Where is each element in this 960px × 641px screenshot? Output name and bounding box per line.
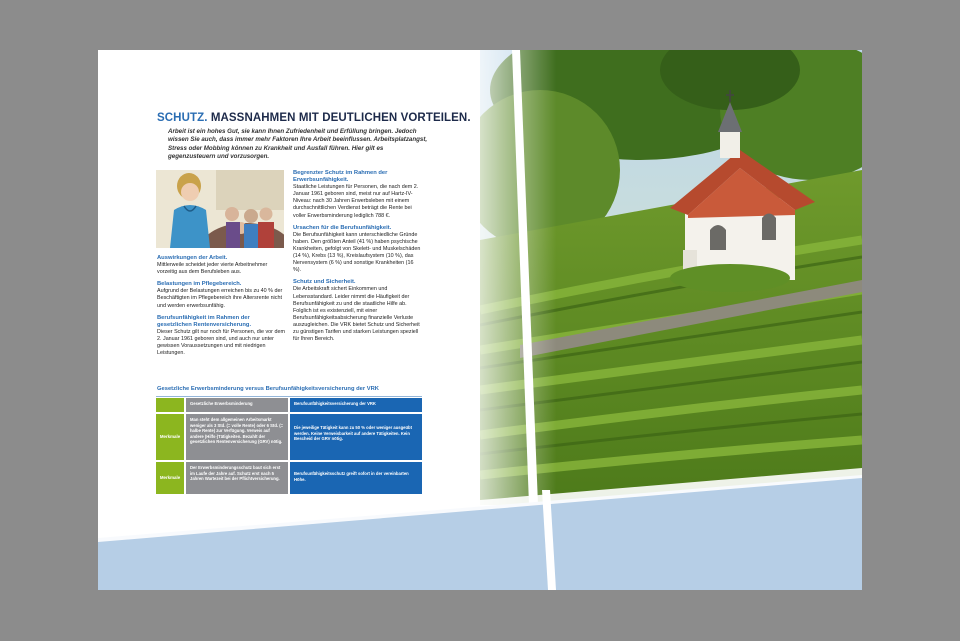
text-ursachen: Die Berufsunfähigkeit kann unterschiedliche Gründe haben. Den größten Anteil (41 %) haben psychische Krankheiten, gefolgt von Skelett- und Muskelschäden (14 %), Krebs (13 %), Kreislaufsystem (10 %), das Nervensystem (6 %) und sonstige Krankheiten (16 %). [293,231,421,274]
table-divider [156,396,422,397]
left-text-column [157,255,285,362]
heading-ursachen: Ursachen für die Berufsunfähigkeit. [293,224,392,231]
text-belastungen: Aufgrund der Belastungen erreichen bis zu 40 % der Beschäftigten im Pflegebereich ihre Altersrente nicht und werden erwerbsunfähig. [157,288,283,309]
table-row-label: Merkmale [156,462,184,494]
right-text-column [293,170,423,348]
nurse-group-photo [156,170,284,248]
table-header-left: Gesetzliche Erwerbsminderung [186,398,288,412]
text-auswirkungen: Mittlerweile scheidet jeder vierte Arbeitnehmer vorzeitig aus dem Berufsleben aus. [157,262,268,276]
text-begrenzter-schutz: Staatliche Leistungen für Personen, die nach dem 2. Januar 1961 geboren sind, meist nur auf Hartz-IV-Niveau: nach 30 Jahren Erwerbsleben mit einem durchschnittlichen Verdienst beträgt die Rente bei voller Erwerbsminderung lediglich 788 €. [293,184,419,219]
heading-begrenzter-schutz: Begrenzter Schutz im Rahmen der Erwerbsunfähigkeit. [293,170,388,184]
text-berufsunfaehigkeit-rente: Dieser Schutz gilt nur noch für Personen, die vor dem 2. Januar 1961 geboren sind, und auch nur unter gewissen Voraussetzungen und mit niedrigen Leistungen. [157,328,285,357]
heading-belastungen: Belastungen im Pflegebereich. [157,281,242,288]
heading-berufsunfaehigkeit-rente: Berufsunfähigkeit im Rahmen der gesetzlichen Rentenversicherung. [157,314,252,328]
table-cell-left: Man steht dem allgemeinen Arbeitsmarkt weniger als 3 Std. (= volle Rente) oder 6 Std. (= halbe Rente) zur Verfügung. Verweis auf andere (Hilfs-)Tätigkeiten. Bezahlt der gesetzlichen Rentenversicherung (GRV) nötig. [186,414,288,460]
intro-text: Arbeit ist ein hohes Gut, sie kann Ihnen Zufriedenheit und Erfüllung bringen. Jedoch wissen Sie auch, dass immer mehr Faktoren Ihre Arbeit beeinflussen. Arbeitsplatzangst, Stress oder Mobbing können zu Krankheit und Ausfall führen. Hier gilt es gegenzusteuern und vorzusorgen. [168,128,428,160]
heading-auswirkungen: Auswirkungen der Arbeit. [157,255,228,261]
text-schutz-sicherheit: Die Arbeitskraft sichert Einkommen und Lebensstandard. Leider nimmt die Häufigkeit der Berufsunfähigkeit zu und die staatliche Hilfe ab. Folglich ist es existenziell, mit einer Berufsunfähigkeitsabsicherung finanzielle Verluste auszugleichen. Die VRK bietet Schutz und Sicherheit zu günstigen Tarifen und starken Leistungen speziell für Ihren Bereich. [293,286,420,343]
title-rest: MASSNAHMEN MIT DEUTLICHEN VORTEILEN. [207,112,471,124]
table-cell-right: Berufsunfähigkeitsschutz greift sofort in der vereinbarten Höhe. [290,462,422,494]
table-header-right: Berufsunfähigkeitsversicherung der VRK [290,398,422,412]
table-cell-left: Der Erwerbsminderungsschutz baut sich erst im Laufe der Jahre auf. Schutz erst nach 5 Jahren Wartezeit bei der Pflichtversicherung. [186,462,288,494]
title-accent: SCHUTZ. [157,112,208,124]
table-cell-right: Die jeweilige Tätigkeit kann zu 50 % oder weniger ausgeübt werden. Keine Verweisbarkeit auf andere Tätigkeiten. Kein Bescheid der GRV nötig. [290,414,422,460]
table-row-label: Merkmale [156,414,184,460]
nurse-group-image [156,170,284,248]
table-title: Gesetzliche Erwerbsminderung versus Berufsunfähigkeitsversicherung der VRK [157,386,379,392]
heading-schutz-sicherheit: Schutz und Sicherheit. [293,279,356,286]
table-header-corner [156,398,184,412]
page-title [157,112,487,124]
brochure-spread [98,50,862,590]
